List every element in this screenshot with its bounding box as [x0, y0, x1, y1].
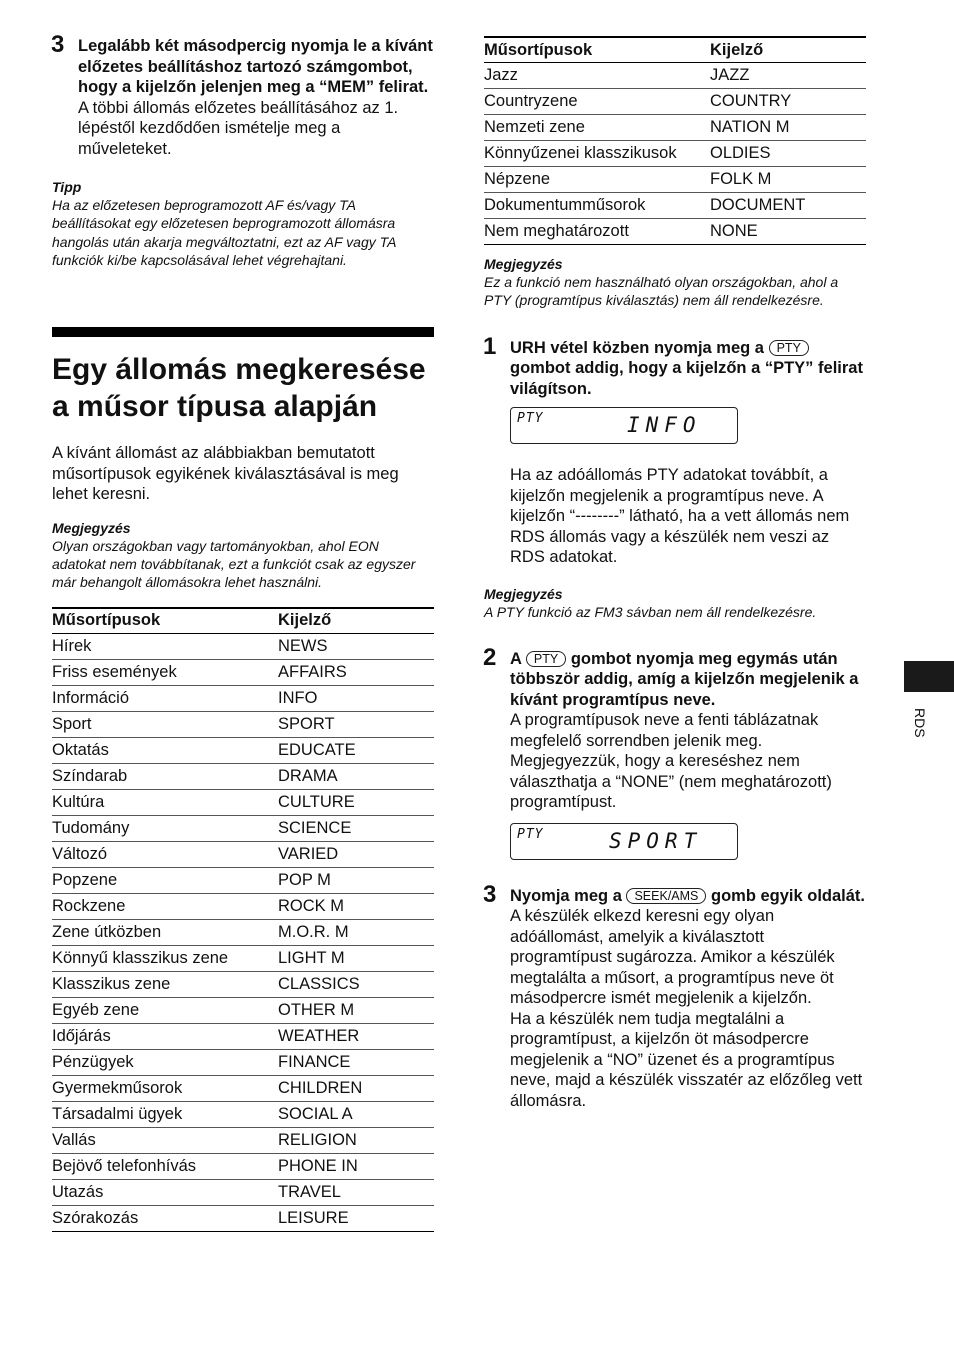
program-type-cell: Dokumentumműsorok [484, 193, 710, 219]
display-code-cell: LIGHT M [278, 945, 434, 971]
table-row [484, 219, 866, 245]
tip-title: Tipp [52, 179, 82, 195]
program-type-cell: Utazás [52, 1179, 278, 1205]
instruction-part: gombot nyomja meg egymás után többször addig, amíg a kijelzőn megjelenik a kívánt programtípus neve. [510, 649, 859, 709]
table-row [52, 867, 434, 893]
column-header-type: Műsortípusok [484, 37, 710, 63]
lcd-value: INFO [627, 413, 702, 438]
note-title: Megjegyzés [484, 585, 563, 602]
left-column [51, 31, 434, 1232]
heading-rule [52, 327, 434, 337]
display-code-cell: DRAMA [278, 763, 434, 789]
lcd-label: PTY [517, 826, 544, 842]
note-text: Ez a funkció nem használható olyan országokban, ahol a PTY (programtípus kiválasztás) nem áll rendelkezésre. [484, 274, 839, 309]
table-row [52, 919, 434, 945]
display-code-cell: OTHER M [278, 997, 434, 1023]
step-3-seek [483, 880, 866, 1112]
lcd-display-sport [510, 823, 738, 860]
display-code-cell: SCIENCE [278, 815, 434, 841]
program-type-cell: Nemzeti zene [484, 115, 710, 141]
display-code-cell: SPORT [278, 711, 434, 737]
table-row [484, 167, 866, 193]
display-code-cell: CLASSICS [278, 971, 434, 997]
program-type-cell: Pénzügyek [52, 1049, 278, 1075]
pty-button-glyph: PTY [526, 651, 566, 667]
instruction-part: gombot addig, hogy a kijelzőn a “PTY” felirat világítson. [510, 359, 863, 398]
table-header-row [484, 37, 866, 63]
step-1-pty [483, 332, 866, 568]
program-type-cell: Kultúra [52, 789, 278, 815]
display-code-cell: M.O.R. M [278, 919, 434, 945]
step-instruction [510, 886, 866, 907]
table-row [52, 893, 434, 919]
display-code-cell: CHILDREN [278, 1075, 434, 1101]
step-number: 3 [483, 880, 497, 908]
display-code-cell: COUNTRY [710, 89, 866, 115]
display-code-cell: CULTURE [278, 789, 434, 815]
display-code-cell: POP M [278, 867, 434, 893]
display-code-cell: JAZZ [710, 63, 866, 89]
step-description: A többi állomás előzetes beállításához az 1. lépéstől kezdődően ismételje meg a műveleteket. [78, 98, 399, 158]
column-header-display: Kijelző [710, 37, 866, 63]
right-column [484, 36, 866, 1111]
program-type-cell: Társadalmi ügyek [52, 1101, 278, 1127]
step-instruction: Legalább két másodpercig nyomja le a kívánt előzetes beállításhoz tartozó számgombot, hogy a kijelzőn jelenjen meg a “MEM” felirat. [78, 37, 433, 96]
instruction-part: Nyomja meg a [510, 886, 622, 905]
display-code-cell: ROCK M [278, 893, 434, 919]
step-number: 1 [483, 332, 497, 360]
display-code-cell: NONE [710, 219, 866, 245]
table-row [52, 763, 434, 789]
table-row [52, 815, 434, 841]
program-type-cell: Friss események [52, 659, 278, 685]
pty-button-glyph: PTY [769, 340, 809, 356]
program-type-cell: Gyermekműsorok [52, 1075, 278, 1101]
step-number: 3 [51, 31, 65, 58]
display-code-cell: RELIGION [278, 1127, 434, 1153]
program-type-cell: Tudomány [52, 815, 278, 841]
display-code-cell: PHONE IN [278, 1153, 434, 1179]
display-code-cell: WEATHER [278, 1023, 434, 1049]
program-type-cell: Szórakozás [52, 1205, 278, 1231]
table-row [52, 685, 434, 711]
program-type-cell: Klasszikus zene [52, 971, 278, 997]
table-row [484, 141, 866, 167]
program-type-table [52, 607, 434, 1232]
intro-text: A kívánt állomást az alábbiakban bemutatott műsortípusok egyikének kiválasztásával is meg lehet keresni. [52, 444, 399, 504]
step-description: A készülék elkezd keresni egy olyan adóállomást, amelyik a kiválasztott programtípust sugározza. Amikor a készülék megtalálta a műsort, a programtípus neve öt másodpercre ismét megjelenik a kijelzőn. [510, 907, 835, 1008]
note-text: Olyan országokban vagy tartományokban, ahol EON adatokat nem továbbítanak, ezt a funkciót csak az egyszer már behangolt állomásokra lehet használni. [52, 537, 416, 591]
display-code-cell: TRAVEL [278, 1179, 434, 1205]
display-code-cell: EDUCATE [278, 737, 434, 763]
table-row [52, 1153, 434, 1179]
program-type-cell: Sport [52, 711, 278, 737]
display-code-cell: OLDIES [710, 141, 866, 167]
table-header-row [52, 608, 434, 634]
program-type-cell: Könnyűzenei klasszikusok [484, 141, 710, 167]
table-row [484, 193, 866, 219]
step-instruction [510, 649, 866, 711]
step-description: A programtípusok neve a fenti táblázatnak megfelelő sorrendben jelenik meg. Megjegyezzük, hogy a kereséshez nem választhatja a “NONE” (nem meghatározott) programtípust. [510, 711, 832, 812]
step-description: Ha az adóállomás PTY adatokat továbbít, a kijelzőn megjelenik a programtípus neve. A kijelzőn “--------” látható, ha a vett állomás nem RDS állomás vagy a készülék nem veszi az RDS adatokat. [510, 466, 850, 567]
table-row [52, 1075, 434, 1101]
section-heading: Egy állomás megkeresése a műsor típusa alapján [52, 353, 426, 424]
section-tab-marker [904, 661, 954, 692]
program-type-cell: Countryzene [484, 89, 710, 115]
step-number: 2 [483, 643, 497, 671]
display-code-cell: VARIED [278, 841, 434, 867]
program-type-cell: Bejövő telefonhívás [52, 1153, 278, 1179]
table-row [52, 1205, 434, 1231]
instruction-part: gomb egyik oldalát. [710, 886, 866, 905]
program-type-cell: Könnyű klasszikus zene [52, 945, 278, 971]
step-instruction [510, 338, 866, 400]
program-type-cell: Vallás [52, 1127, 278, 1153]
table-row [484, 63, 866, 89]
table-row [52, 789, 434, 815]
instruction-part: A [510, 649, 522, 668]
program-type-table-continued [484, 36, 866, 245]
table-row [52, 1049, 434, 1075]
display-code-cell: NATION M [710, 115, 866, 141]
table-row [484, 89, 866, 115]
table-row [52, 997, 434, 1023]
seek-ams-button-glyph: SEEK/AMS [626, 888, 706, 904]
table-row [52, 1101, 434, 1127]
program-type-cell: Változó [52, 841, 278, 867]
note-title: Megjegyzés [52, 519, 131, 536]
display-code-cell: FINANCE [278, 1049, 434, 1075]
display-code-cell: NEWS [278, 633, 434, 659]
table-row [52, 1127, 434, 1153]
display-code-cell: AFFAIRS [278, 659, 434, 685]
tip-text: Ha az előzetesen beprogramozott AF és/vagy TA beállításokat egy előzetesen beprogramozott állomásra hangolás után akarja megváltoztatni, ezt az AF vagy TA funkciók ki/be kapcsolásával lehet végrehajtani. [52, 197, 396, 268]
note-text: A PTY funkció az FM3 sávban nem áll rendelkezésre. [484, 603, 817, 620]
program-type-cell: Népzene [484, 167, 710, 193]
display-code-cell: LEISURE [278, 1205, 434, 1231]
table-row [52, 945, 434, 971]
note-title: Megjegyzés [484, 256, 563, 272]
table-row [52, 711, 434, 737]
program-type-cell: Zene útközben [52, 919, 278, 945]
section-side-label: RDS [912, 708, 928, 738]
program-type-cell: Oktatás [52, 737, 278, 763]
instruction-part: URH vétel közben nyomja meg a [510, 338, 764, 357]
column-header-type: Műsortípusok [52, 608, 278, 634]
program-type-cell: Egyéb zene [52, 997, 278, 1023]
table-row [52, 971, 434, 997]
program-type-cell: Nem meghatározott [484, 219, 710, 245]
display-code-cell: SOCIAL A [278, 1101, 434, 1127]
step-description-2: Ha a készülék nem tudja megtalálni a programtípust, a kijelzőn öt másodpercre megjelenik a “NO” üzenet és a programtípus neve, majd a készülék visszatér az előzőleg vett állomásra. [510, 1009, 863, 1110]
program-type-cell: Jazz [484, 63, 710, 89]
program-type-cell: Időjárás [52, 1023, 278, 1049]
lcd-label: PTY [517, 411, 544, 427]
lcd-display-info [510, 407, 738, 444]
table-row [52, 1179, 434, 1205]
display-code-cell: FOLK M [710, 167, 866, 193]
program-type-cell: Hírek [52, 633, 278, 659]
program-type-cell: Rockzene [52, 893, 278, 919]
table-row [52, 1023, 434, 1049]
step-3-memory [51, 31, 434, 159]
display-code-cell: INFO [278, 685, 434, 711]
table-row [52, 737, 434, 763]
program-type-cell: Színdarab [52, 763, 278, 789]
program-type-cell: Popzene [52, 867, 278, 893]
lcd-value: SPORT [609, 828, 703, 853]
table-row [52, 659, 434, 685]
table-row [52, 633, 434, 659]
column-header-display: Kijelző [278, 608, 434, 634]
step-2-pty-select [483, 643, 866, 869]
program-type-cell: Információ [52, 685, 278, 711]
table-row [52, 841, 434, 867]
table-row [484, 115, 866, 141]
display-code-cell: DOCUMENT [710, 193, 866, 219]
